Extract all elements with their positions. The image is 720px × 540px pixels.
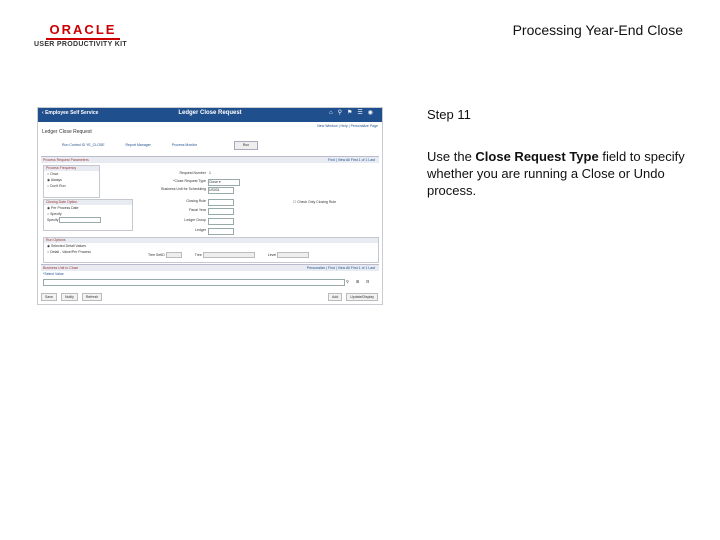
app-title: Ledger Close Request (178, 110, 242, 116)
section-header-business-unit (41, 264, 379, 271)
page-toolbar-right (325, 293, 378, 301)
update-display-button[interactable]: Update/Display (346, 293, 378, 301)
select-value-input[interactable] (43, 279, 345, 286)
save-button[interactable]: Save (41, 293, 57, 301)
check-only-checkbox[interactable]: ☐ Check Only Closing Rule (293, 200, 337, 204)
step-title: Step 11 (427, 107, 471, 122)
request-number-label: Request Number (179, 171, 206, 175)
close-request-type-select[interactable]: Close ▾ (208, 179, 240, 186)
tree-setid-input[interactable] (166, 252, 182, 258)
closing-rule-label: Closing Rule (186, 199, 206, 203)
specify-date-row: Specify (44, 217, 132, 223)
ledger-group-input[interactable] (208, 218, 234, 225)
ledger-label: Ledger (195, 228, 206, 232)
add-row-icon[interactable]: ⊞ (356, 279, 360, 284)
business-unit-input[interactable]: US001 (208, 187, 234, 194)
run-options-head: Run Options (44, 238, 378, 243)
tree-input[interactable] (203, 252, 255, 258)
tree-setid-label: Tree SetID (148, 252, 165, 257)
grid-nav[interactable]: Find | View All First 1 of 1 Last (328, 158, 375, 162)
search-icon[interactable]: ⚲ (337, 110, 347, 116)
level-label: Level (267, 252, 277, 257)
logo-product: USER PRODUCTIVITY KIT (34, 41, 127, 48)
instruction-text (427, 148, 697, 199)
app-banner (38, 108, 382, 122)
tree-fields (148, 252, 309, 258)
specify-date-input[interactable] (59, 217, 101, 223)
report-manager-link[interactable]: Report Manager (125, 143, 151, 147)
page-title: Processing Year-End Close (512, 22, 683, 38)
process-frequency-box (43, 165, 100, 198)
radio-always[interactable]: ◉ Always (47, 178, 62, 182)
instruction-after: field to specify whether you are running a Close or Undo process. (427, 149, 685, 198)
run-control-id: Run Control ID YE_CLOSE (62, 143, 105, 147)
banner-icons (329, 111, 378, 116)
ledger-group-label: Ledger Group (184, 218, 206, 222)
request-number-value: 1 (209, 171, 211, 175)
circle-icon[interactable]: ◉ (367, 110, 378, 116)
tree-label: Tree (194, 252, 202, 257)
radio-dont-run[interactable]: ○ Don't Run (47, 184, 66, 188)
grid-nav-2[interactable]: Personalize | Find | View All First 1 of 1 Last (306, 266, 375, 270)
refresh-button[interactable]: Refresh (82, 293, 102, 301)
radio-once[interactable]: ○ Once (47, 172, 59, 176)
process-frequency-head: Process Frequency (44, 166, 99, 171)
radio-specify[interactable]: ○ Specify (47, 212, 62, 216)
logo-divider (46, 38, 120, 40)
closing-rule-input[interactable] (208, 199, 234, 206)
closing-date-box (43, 199, 133, 231)
section-title: Process Request Parameters (43, 158, 89, 162)
radio-per-process-date[interactable]: ◉ Per Process Date (47, 206, 79, 210)
header-links[interactable]: New Window | Help | Personalize Page (317, 124, 378, 128)
closing-date-head: Closing Date Option (44, 200, 132, 205)
section2-title: Business Unit to Close (43, 266, 79, 270)
process-monitor-link[interactable]: Process Monitor (171, 143, 198, 147)
radio-selected-detail-values[interactable]: ◉ Selected Detail Values (47, 244, 86, 248)
screen-page-title: Ledger Close Request (42, 129, 92, 135)
menu-icon[interactable]: ☰ (357, 110, 368, 116)
select-value-header: *Select Value (43, 272, 64, 276)
back-link[interactable]: ‹ Employee Self Service (42, 110, 99, 116)
page-toolbar (41, 293, 105, 301)
flag-icon[interactable]: ⚑ (346, 110, 358, 116)
fiscal-year-label: Fiscal Year (188, 208, 206, 212)
lookup-icon[interactable]: ⚲ (346, 279, 349, 284)
ledger-input[interactable] (208, 228, 234, 235)
run-button[interactable]: Run (234, 141, 258, 150)
logo-brand: ORACLE (49, 22, 117, 37)
instruction-field-name: Close Request Type (475, 149, 599, 164)
notify-button[interactable]: Notify (61, 293, 78, 301)
level-input[interactable] (277, 252, 309, 258)
run-control-links (62, 143, 217, 148)
fiscal-year-input[interactable] (208, 208, 234, 215)
close-request-type-label: *Close Request Type (173, 179, 206, 183)
business-unit-label: Business Unit for Scheduling (161, 187, 206, 191)
radio-detail-value-per-process[interactable]: ○ Detail - Value/Per Process (47, 250, 91, 254)
application-screenshot (37, 107, 383, 305)
section-header-parameters (41, 156, 379, 163)
add-button[interactable]: Add (328, 293, 342, 301)
run-options-box (43, 237, 379, 263)
home-icon[interactable]: ⌂ (328, 110, 338, 116)
oracle-upk-logo (34, 22, 134, 48)
instruction-before: Use the (427, 149, 476, 164)
delete-row-icon[interactable]: ⊟ (366, 279, 370, 284)
